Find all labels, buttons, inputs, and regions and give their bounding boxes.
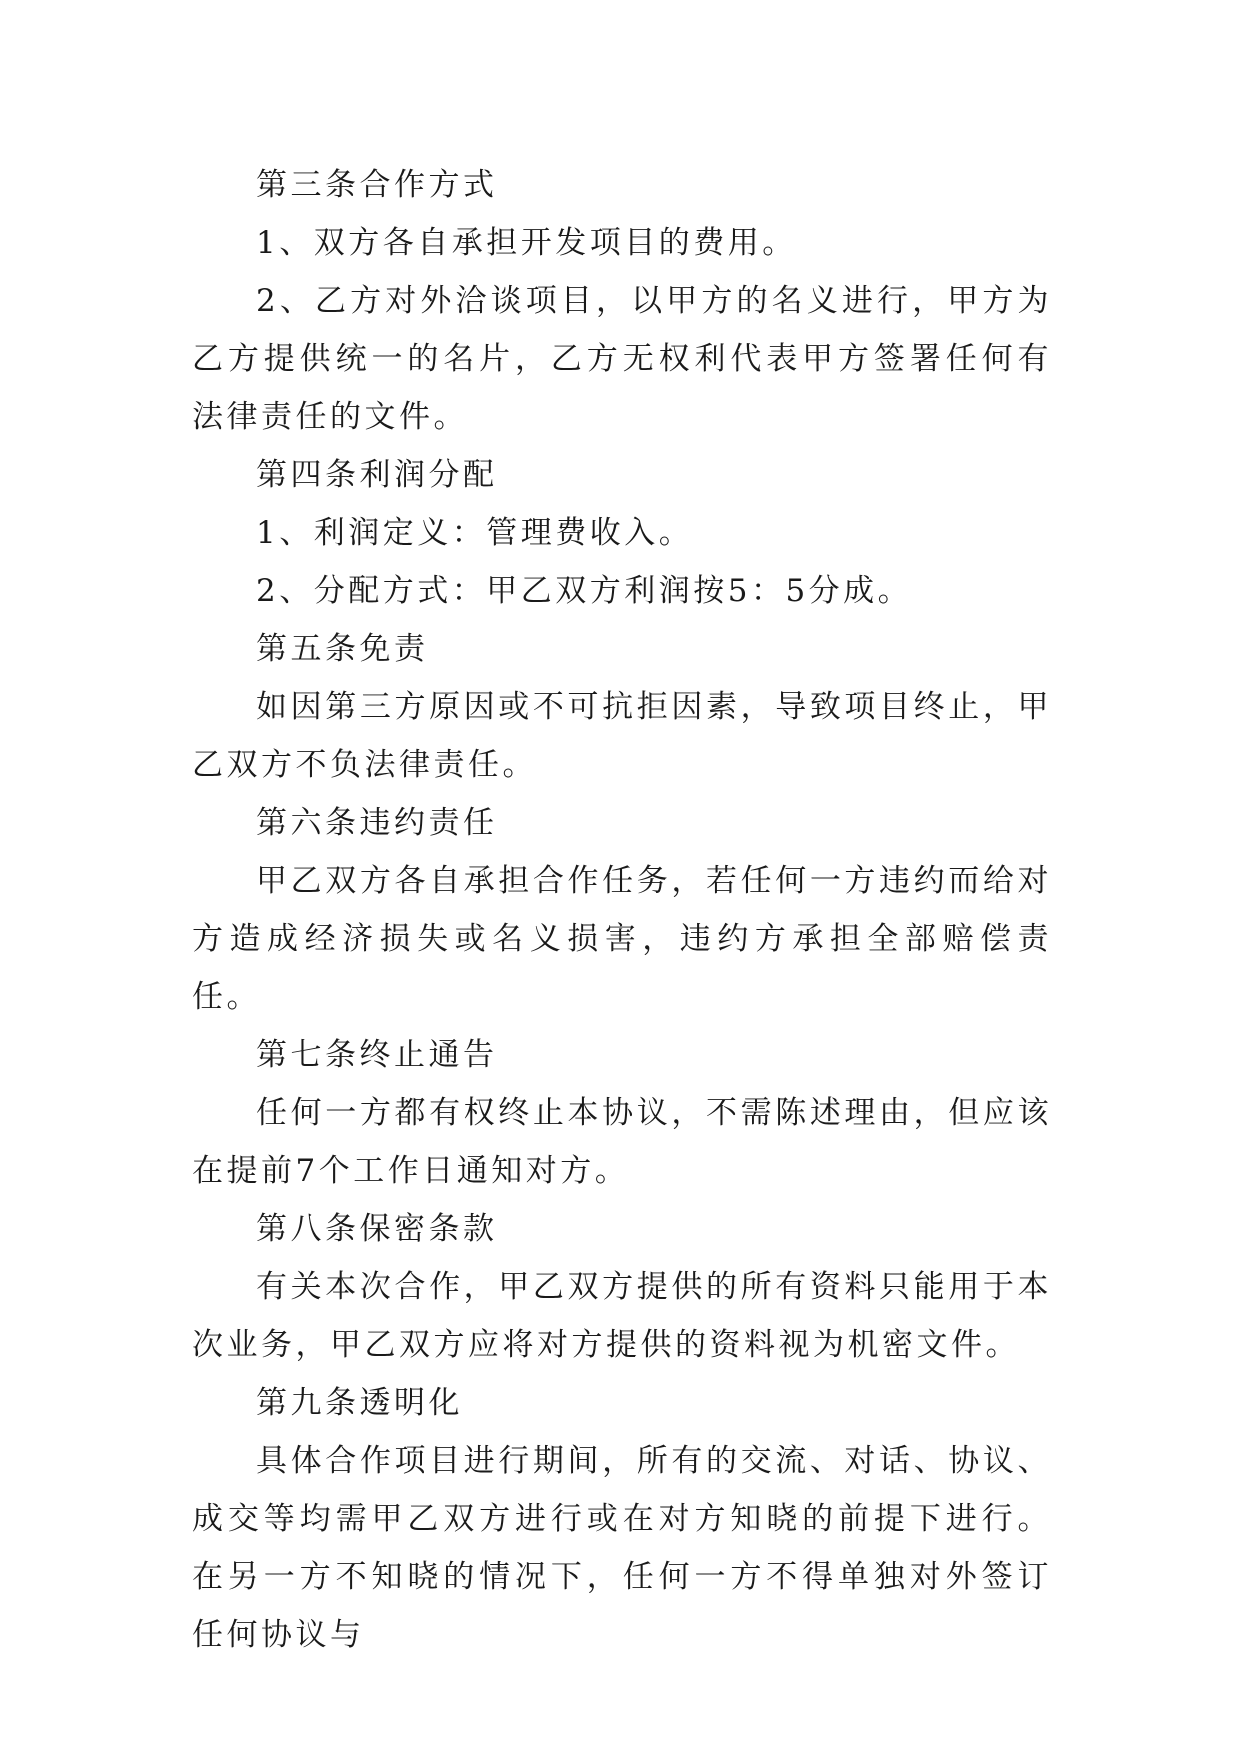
article-9-text: 具体合作项目进行期间，所有的交流、对话、协议、成交等均需甲乙双方进行或在对方知晓的前提下进行。在另一方不知晓的情况下，任何一方不得单独对外签订任何协议与 — [192, 1443, 1052, 1653]
article-9-heading: 第九条透明化 — [256, 1385, 463, 1421]
article-4-clause-1: 1、利润定义：管理费收入。 — [256, 515, 694, 551]
article-8-text: 有关本次合作，甲乙双方提供的所有资料只能用于本次业务，甲乙双方应将对方提供的资料视为机密文件。 — [192, 1269, 1052, 1363]
article-3-heading: 第三条合作方式 — [256, 167, 498, 203]
document-body — [192, 156, 1052, 1664]
article-6-text: 甲乙双方各自承担合作任务，若任何一方违约而给对方造成经济损失或名义损害，违约方承担全部赔偿责任。 — [192, 863, 1052, 1015]
article-8-heading: 第八条保密条款 — [256, 1211, 498, 1247]
article-3-clause-2: 2、乙方对外洽谈项目，以甲方的名义进行，甲方为乙方提供统一的名片，乙方无权利代表甲方签署任何有法律责任的文件。 — [192, 283, 1052, 435]
article-4-heading: 第四条利润分配 — [256, 457, 498, 493]
article-7-heading: 第七条终止通告 — [256, 1037, 498, 1073]
article-5-heading: 第五条免责 — [256, 631, 429, 667]
article-7-text: 任何一方都有权终止本协议，不需陈述理由，但应该在提前7个工作日通知对方。 — [192, 1095, 1052, 1189]
article-5-text: 如因第三方原因或不可抗拒因素，导致项目终止，甲乙双方不负法律责任。 — [192, 689, 1052, 783]
article-4-clause-2: 2、分配方式：甲乙双方利润按5：5分成。 — [256, 573, 913, 609]
article-3-clause-1: 1、双方各自承担开发项目的费用。 — [256, 225, 797, 261]
article-6-heading: 第六条违约责任 — [256, 805, 498, 841]
